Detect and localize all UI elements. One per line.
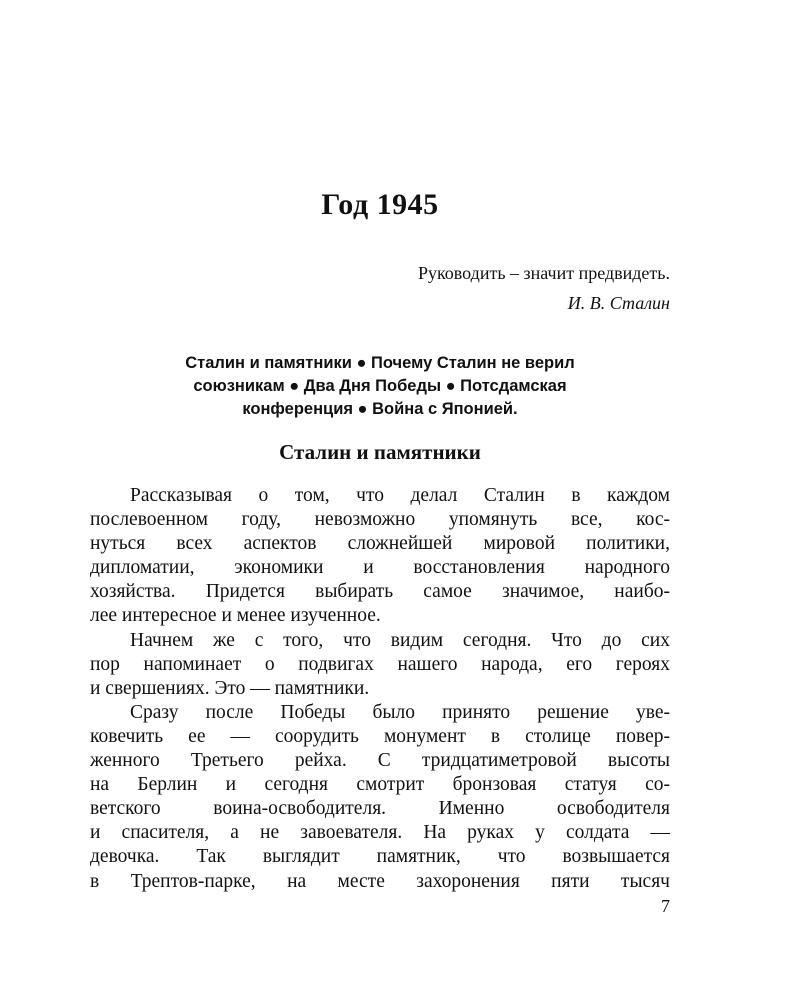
- text-line: нуться всех аспектов сложнейшей мировой политики,: [90, 533, 670, 555]
- page-number: 7: [661, 896, 670, 916]
- text-line: ковечить ее — соорудить монумент в столице повер-: [90, 725, 670, 747]
- text-line: послевоенном году, невозможно упомянуть все, кос-: [90, 509, 670, 531]
- contents-line: союзникам ● Два Дня Победы ● Потсдамская: [193, 377, 567, 395]
- text-line: девочка. Так выглядит памятник, что возвышается: [90, 846, 670, 868]
- text-line: лее интересное и менее изученное.: [90, 605, 381, 627]
- chapter-contents: [120, 352, 640, 421]
- text-line: и спасителя, а не завоевателя. На руках у солдата —: [90, 822, 670, 844]
- epigraph-author: И. В. Сталин: [567, 293, 670, 313]
- text-line: на Берлин и сегодня смотрит бронзовая статуя со-: [90, 774, 670, 796]
- section-title: Сталин и памятники: [279, 440, 481, 464]
- text-line: женного Третьего рейха. С тридцатиметровой высоты: [90, 750, 670, 772]
- text-line: хозяйства. Придется выбирать самое значимое, наибо-: [90, 581, 670, 603]
- text-line: и свершениях. Это — памятники.: [90, 677, 370, 699]
- text-line: Начнем же с того, что видим сегодня. Что до сих: [130, 629, 670, 651]
- chapter-title: Год 1945: [321, 188, 439, 221]
- text-line: дипломатии, экономики и восстановления народного: [90, 557, 670, 579]
- epigraph-quote: Руководить – значит предвидеть.: [417, 263, 670, 283]
- contents-line: Сталин и памятники ● Почему Сталин не верил: [185, 354, 575, 372]
- epigraph: [418, 258, 670, 318]
- body-text: [90, 484, 670, 894]
- text-line: пор напоминает о подвигах нашего народа, его героях: [90, 653, 670, 675]
- text-line: Рассказывая о том, что делал Сталин в каждом: [130, 485, 670, 506]
- text-line: в Трептов-парке, на месте захоронения пяти тысяч: [90, 870, 670, 892]
- text-line: ветского воина-освободителя. Именно освободителя: [90, 798, 670, 820]
- text-line: Сразу после Победы было принято решение уве-: [130, 701, 670, 723]
- contents-line: конференция ● Война с Японией.: [242, 400, 518, 418]
